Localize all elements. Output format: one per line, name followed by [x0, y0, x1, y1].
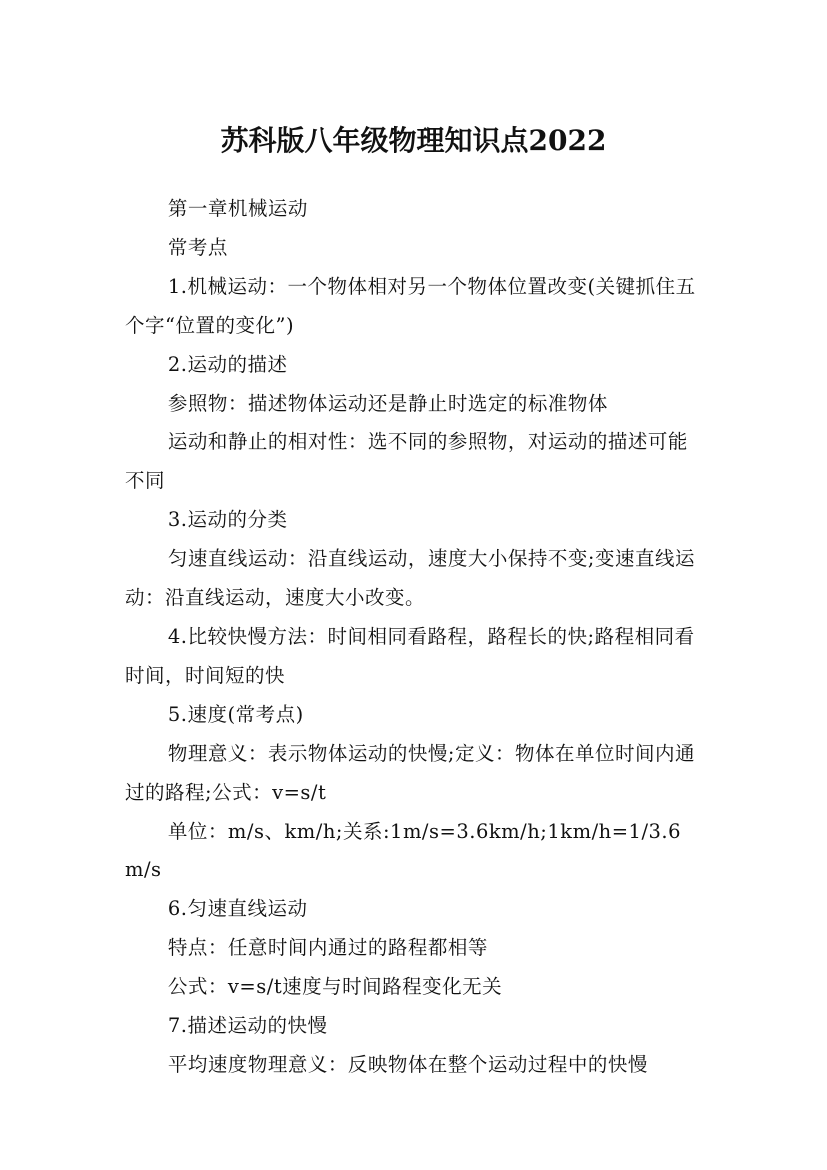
- document-body: [125, 190, 705, 1085]
- paragraph: 4.比较快慢方法：时间相同看路程，路程长的快;路程相同看时间，时间短的快: [125, 624, 695, 687]
- paragraph: 参照物：描述物体运动还是静止时选定的标准物体: [167, 391, 608, 415]
- paragraph: 6.匀速直线运动: [167, 897, 308, 921]
- paragraph: 7.描述运动的快慢: [167, 1014, 328, 1038]
- document-title: 苏科版八年级物理知识点2022: [220, 123, 607, 157]
- paragraph: 匀速直线运动：沿直线运动，速度大小保持不变;变速直线运动：沿直线运动，速度大小改变。: [125, 547, 695, 610]
- paragraph: 平均速度物理意义：反映物体在整个运动过程中的快慢: [167, 1052, 648, 1076]
- paragraph: 2.运动的描述: [167, 352, 288, 376]
- section-heading: 常考点: [167, 235, 228, 259]
- paragraph: 公式：v=s/t速度与时间路程变化无关: [167, 975, 503, 999]
- paragraph: 单位：m/s、km/h;关系:1m/s=3.6km/h;1km/h=1/3.6m/s: [125, 819, 682, 882]
- paragraph: 特点：任意时间内通过的路程都相等: [167, 936, 488, 960]
- paragraph: 物理意义：表示物体运动的快慢;定义：物体在单位时间内通过的路程;公式：v=s/t: [125, 741, 695, 804]
- paragraph: 1.机械运动：一个物体相对另一个物体位置改变(关键抓住五个字“位置的变化”): [125, 274, 696, 337]
- paragraph: 3.运动的分类: [167, 508, 288, 532]
- paragraph: 运动和静止的相对性：选不同的参照物，对运动的描述可能不同: [125, 430, 688, 493]
- chapter-heading: 第一章机械运动: [167, 197, 308, 220]
- paragraph: 5.速度(常考点): [167, 702, 304, 726]
